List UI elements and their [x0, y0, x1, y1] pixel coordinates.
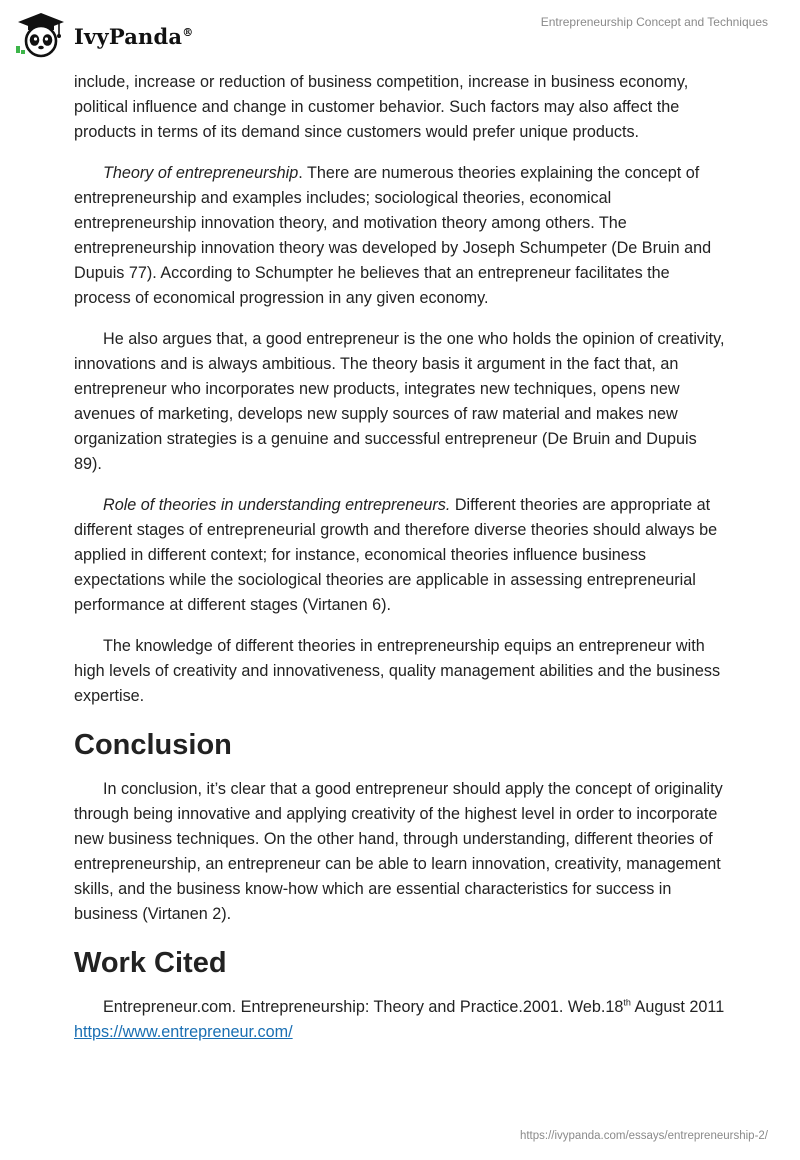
document-title: Entrepreneurship Concept and Techniques	[540, 15, 768, 29]
registered-mark: ®	[182, 25, 194, 39]
brand-logo[interactable]	[12, 8, 193, 60]
brand-name: IvyPanda®	[74, 23, 194, 49]
paragraph-continuation: include, increase or reduction of business competition, increase in business economy, political influence and change in customer behavior. Such factors may also affect the products in terms of its demand since customers would prefer unique products.	[74, 73, 689, 141]
citation-link[interactable]: https://www.entrepreneur.com/	[74, 1023, 293, 1041]
essay-body	[74, 70, 728, 1061]
paragraph-knowledge-of-theories: The knowledge of different theories in entrepreneurship equips an entrepreneur with high levels of creativity and innovativeness, quality management abilities and the business expertise.	[74, 637, 721, 705]
paragraph-text: Different theories are appropriate at different stages of entrepreneurial growth and therefore diverse theories should always be applied in different context; for instance, economical theories influence business expectations while the sociological theories are applicable in assessing entrepreneurial performance at different stages (Virtanen 6).	[74, 496, 718, 614]
paragraph-theory-of-entrepreneurship	[74, 161, 728, 311]
page-header	[0, 0, 800, 70]
works-cited-heading: Work Cited	[74, 947, 227, 979]
paragraph-lead-italic: Theory of entrepreneurship	[103, 164, 299, 182]
citation-ordinal: th	[623, 997, 631, 1008]
paragraph-lead-italic: Role of theories in understanding entrepreneurs.	[103, 496, 451, 514]
citation-text: Entrepreneur.com. Entrepreneurship: Theory and Practice.2001. Web.18	[103, 998, 624, 1016]
conclusion-paragraph: In conclusion, it’s clear that a good entrepreneur should apply the concept of originality through being innovative and applying creativity of the highest level in order to incorporate new business techniques. On the other hand, through understanding, different theories of entrepreneurship, an entrepreneur can be able to learn innovation, creativity, management skills, and the business know-how which are essential characteristics for success in business (Virtanen 2).	[74, 780, 723, 923]
paragraph-role-of-theories	[74, 493, 728, 618]
citation-entry	[74, 995, 728, 1045]
source-url: https://ivypanda.com/essays/entrepreneurship-2/	[519, 1130, 768, 1142]
conclusion-heading: Conclusion	[74, 729, 232, 761]
paragraph-text: . There are numerous theories explaining the concept of entrepreneurship and examples includes; sociological theories, economical entrepreneurship innovation theory, and motivation theory among others. The entrepreneurship innovation theory was developed by Joseph Schumpeter (De Bruin and Dupuis 77). According to Schumpter he believes that an entrepreneur facilitates the process of economical progression in any given economy.	[74, 164, 712, 307]
citation-date: August 2011	[630, 998, 725, 1016]
paragraph-good-entrepreneur: He also argues that, a good entrepreneur is the one who holds the opinion of creativity, innovations and is always ambitious. The theory basis it argument in the fact that, an entrepreneur who incorporates new products, integrates new techniques, opens new avenues of marketing, develops new supply sources of raw material and makes new organization strategies is a genuine and successful entrepreneur (De Bruin and Dupuis 89).	[74, 330, 725, 473]
panda-graduate-icon	[12, 8, 70, 60]
